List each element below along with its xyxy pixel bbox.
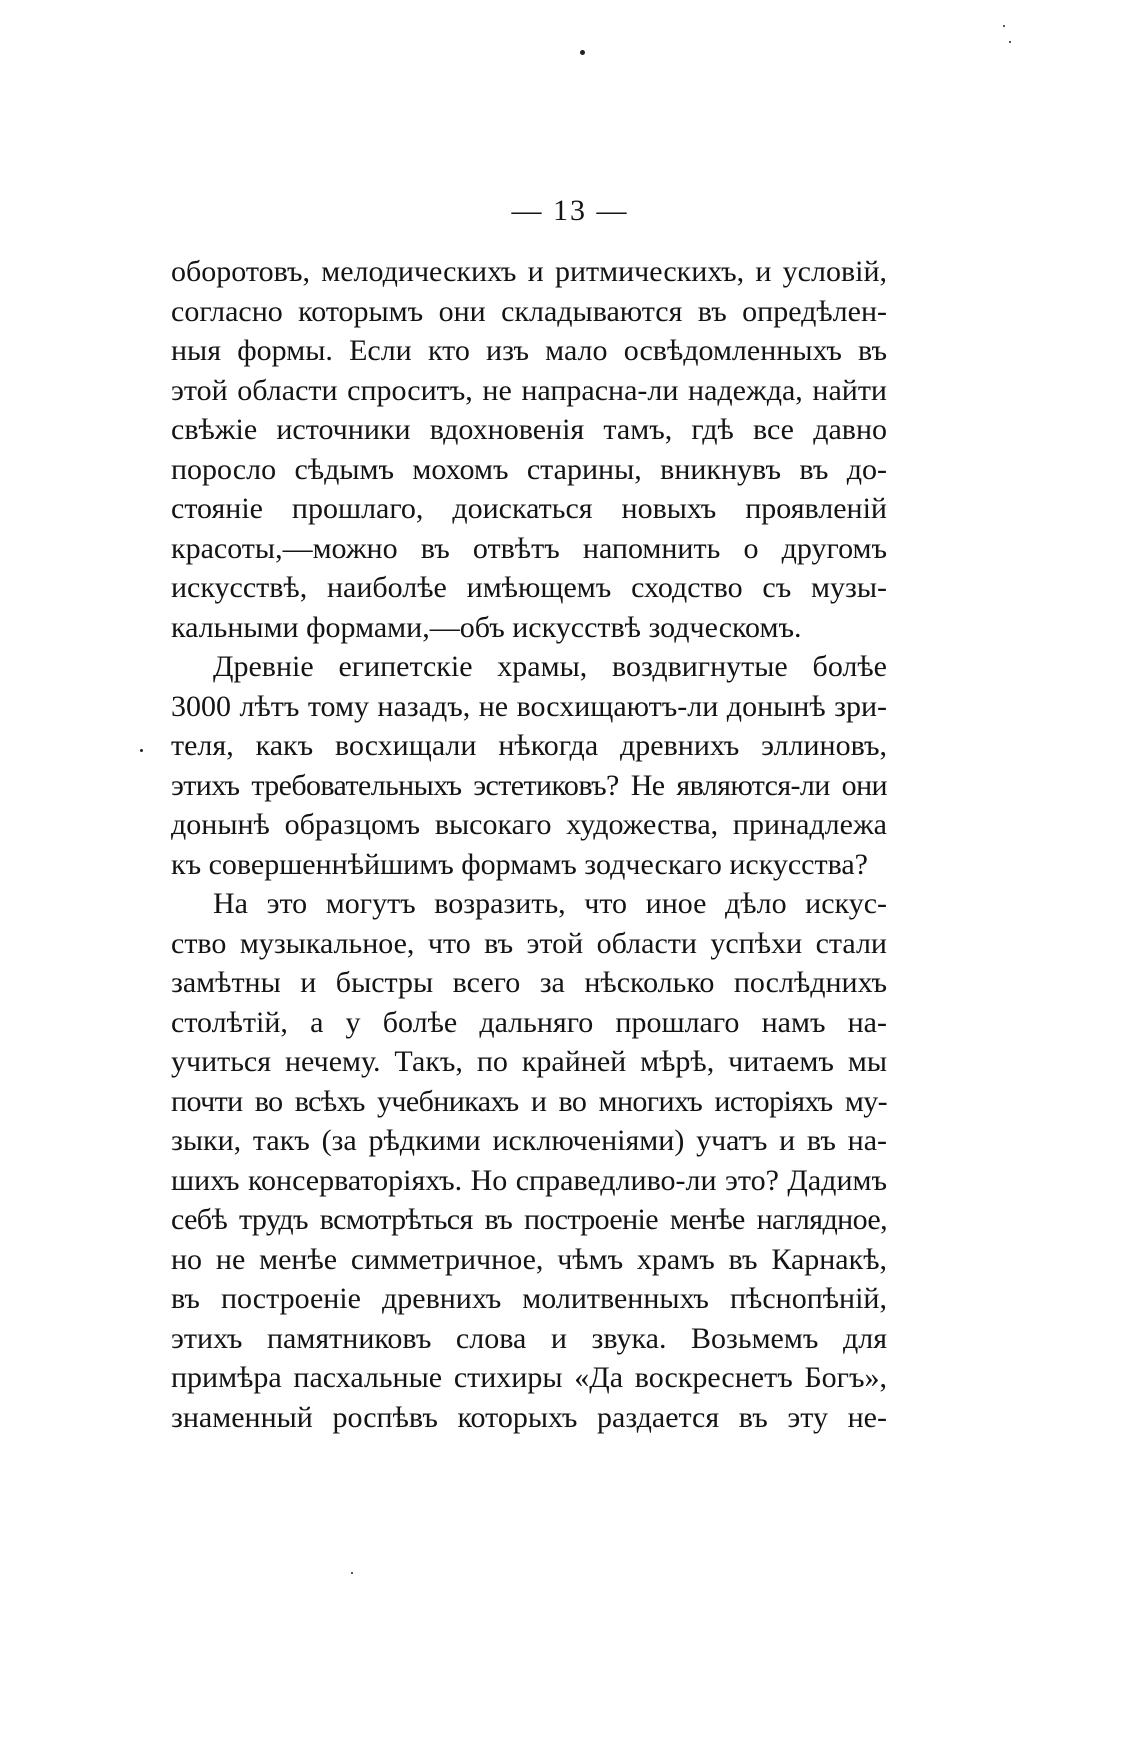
text-line: согласно которымъ они складываются въ опредѣлен-	[171, 294, 887, 328]
scan-speck	[1009, 41, 1011, 43]
text-line: этой области спроситъ, не напрасна-ли надежда, найти	[171, 373, 887, 407]
text-line: искусствѣ, наиболѣе имѣющемъ сходство съ музы-	[171, 571, 887, 604]
paragraph-3	[171, 884, 887, 1437]
text-line: На это могутъ возразить, что иное дѣло искус-	[213, 887, 887, 920]
text-line: этихъ требовательныхъ эстетиковъ? Не являются-ли они	[171, 768, 887, 802]
text-line: шихъ консерваторіяхъ. Но справедливо-ли это? Дадимъ	[171, 1163, 887, 1197]
text-line: теля, какъ восхищали нѣкогда древнихъ эллиновъ,	[171, 729, 887, 762]
text-line: этихъ памятниковъ слова и звука. Возьмемъ для	[171, 1321, 887, 1355]
scan-speck	[351, 1572, 353, 1574]
body-text	[171, 252, 887, 1437]
text-line: поросло сѣдымъ мохомъ старины, вникнувъ въ до-	[171, 452, 887, 486]
text-line: донынѣ образцомъ высокаго художества, принадлежа	[171, 808, 887, 841]
text-line: стояніе прошлаго, доискаться новыхъ проявленій	[171, 492, 887, 525]
text-line: знаменный роспѣвъ которыхъ раздается въ эту не-	[171, 1400, 887, 1434]
text-line: свѣжіе источники вдохновенія тамъ, гдѣ все давно	[171, 413, 887, 446]
text-line: столѣтій, а у болѣе дальняго прошлаго намъ на-	[171, 1005, 887, 1039]
text-line: зыки, такъ (за рѣдкими исключеніями) учатъ и въ на-	[171, 1124, 887, 1157]
text-line: къ совершеннѣйшимъ формамъ зодческаго искусства?	[171, 847, 869, 881]
text-line: кальными формами,—объ искусствѣ зодческомъ.	[171, 610, 802, 644]
text-line: себѣ трудъ всмотрѣться въ построеніе менѣе наглядное,	[171, 1203, 887, 1236]
scan-speck	[140, 749, 143, 752]
text-line: ныя формы. Если кто изъ мало освѣдомленныхъ въ	[171, 334, 887, 367]
text-line: Древніе египетскіе храмы, воздвигнутые болѣе	[213, 650, 887, 683]
text-line: красоты,—можно въ отвѣтъ напомнить о другомъ	[171, 531, 887, 565]
scan-speck	[580, 50, 585, 55]
text-line: почти во всѣхъ учебникахъ и во многихъ исторіяхъ му-	[171, 1084, 887, 1118]
text-line: примѣра пасхальные стихиры «Да воскреснетъ Богъ»,	[171, 1361, 887, 1394]
text-line: въ построеніе древнихъ молитвенныхъ пѣснопѣній,	[171, 1282, 887, 1315]
page-number: — 13 —	[511, 194, 629, 227]
text-line: оборотовъ, мелодическихъ и ритмическихъ, и условій,	[171, 255, 887, 288]
text-line: 3000 лѣтъ тому назадъ, не восхищаютъ-ли донынѣ зри-	[171, 689, 887, 723]
text-line: ство музыкальное, что въ этой области успѣхи стали	[171, 926, 887, 960]
text-line: замѣтны и быстры всего за нѣсколько послѣднихъ	[171, 966, 887, 999]
text-line: но не менѣе симметричное, чѣмъ храмъ въ Карнакѣ,	[171, 1242, 887, 1276]
paragraph-1	[171, 252, 887, 647]
scan-speck	[1003, 25, 1005, 27]
paragraph-2	[171, 647, 887, 884]
text-line: учиться нечему. Такъ, по крайней мѣрѣ, читаемъ мы	[171, 1045, 887, 1078]
